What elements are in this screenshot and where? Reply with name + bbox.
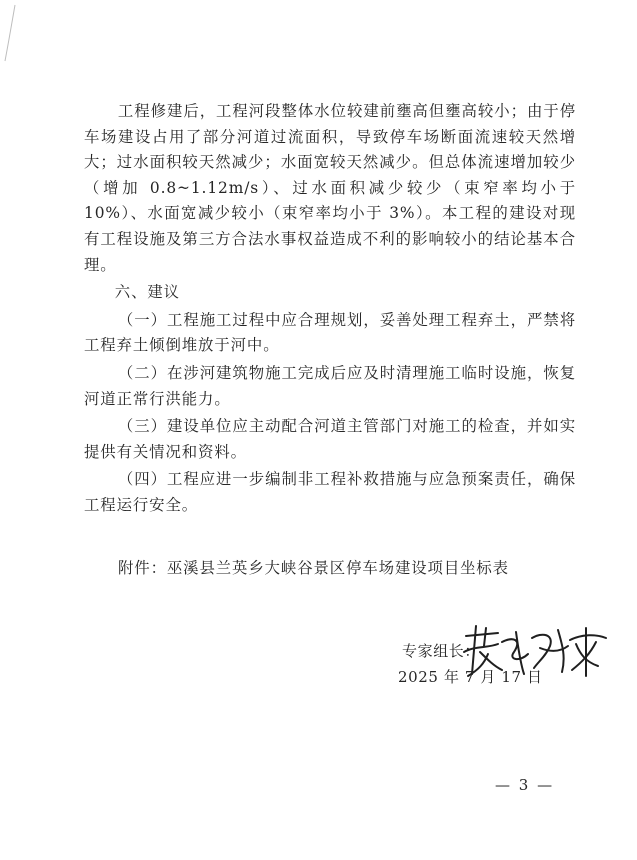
- signature-date: 2025 年 7 月 17 日: [398, 668, 543, 686]
- suggestion-item: （三）建设单位应主动配合河道主管部门对施工的检查，并如实提供有关情况和资料。: [84, 417, 576, 461]
- suggestion-item: （一）工程施工过程中应合理规划，妥善处理工程弃土，严禁将工程弃土倾倒堆放于河中。: [84, 310, 576, 355]
- page-number: — 3 —: [495, 776, 555, 794]
- suggestion-item: （二）在涉河建筑物施工完成后应及时清理施工临时设施，恢复河道正常行洪能力。: [84, 363, 576, 408]
- signature-label: 专家组长：: [402, 642, 481, 660]
- attachment-note: 附件：巫溪县兰英乡大峡谷景区停车场建设项目坐标表: [118, 559, 509, 577]
- section-heading: 六、建议: [114, 283, 180, 302]
- document-body: [84, 99, 576, 521]
- conclusion-paragraph: 工程修建后，工程河段整体水位较建前壅高但壅高较小；由于停车场建设占用了部分河道过流面积，导致停车场断面流速较天然增大；过水面积较天然减少；水面宽较天然减少。但总体流速增加较少（增加 0.8~1.12m/s）、过水面积减少较少（束窄率均小于 10%）、水面宽减少较小（束窄率均小于 3%）。本工程的建设对现有工程设施及第三方合法水事权益造成不利的影响较小的结论基本合理。: [84, 102, 576, 274]
- scan-edge-mark: [3, 4, 17, 62]
- suggestion-item: （四）工程应进一步编制非工程补救措施与应急预案责任，确保工程运行安全。: [84, 470, 576, 514]
